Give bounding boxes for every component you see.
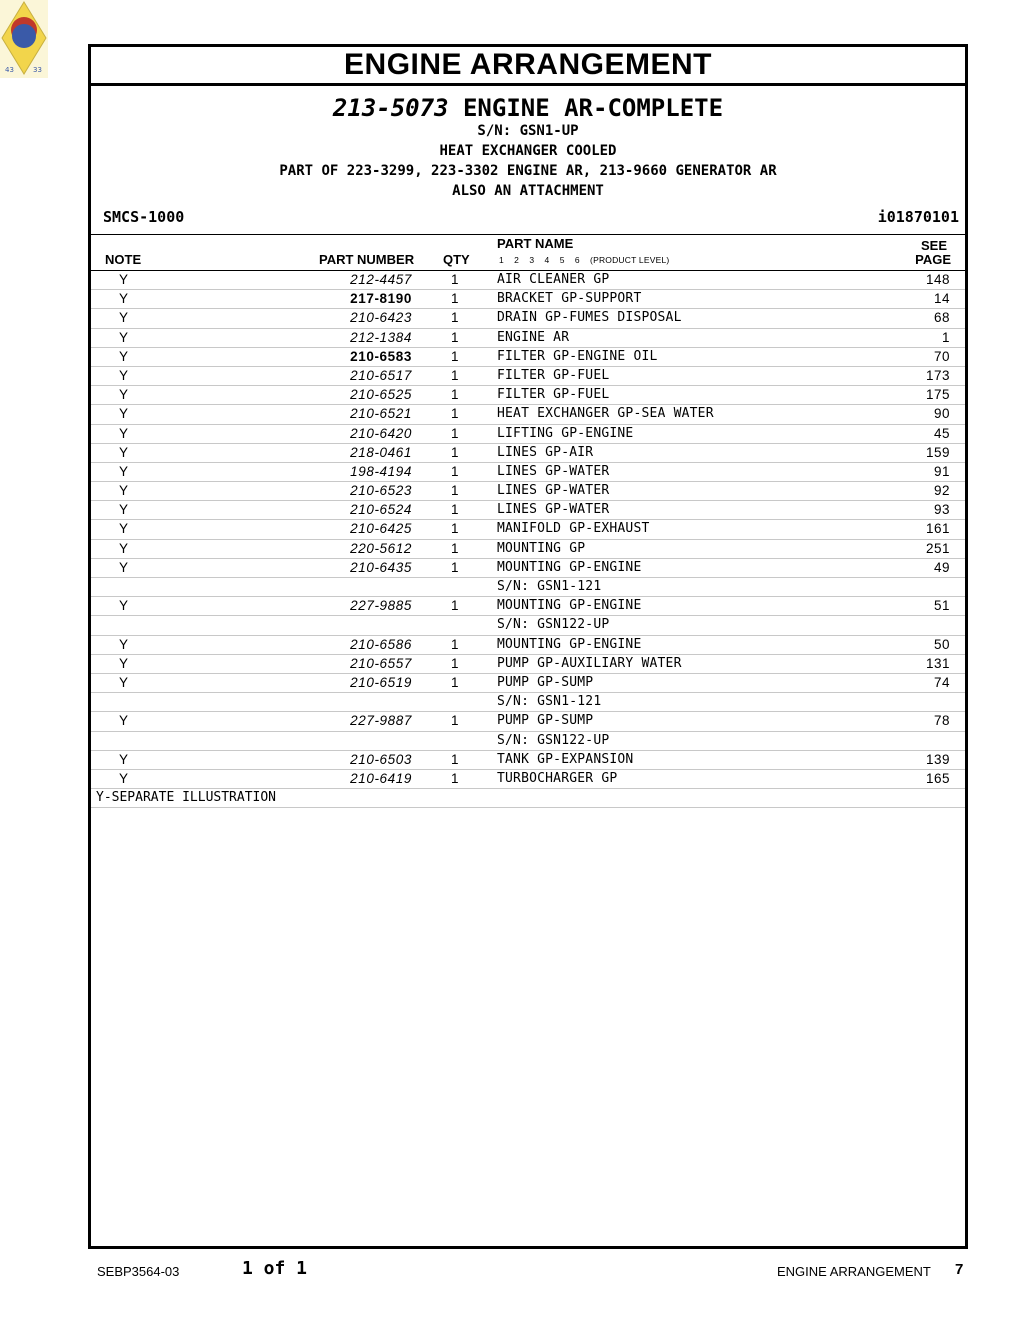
row-part-number: 210-6521 (350, 406, 412, 422)
parts-list (91, 271, 965, 789)
col-note: NOTE (105, 252, 142, 267)
assembly-part-number: 213-5073 (332, 94, 449, 122)
row-qty: 1 (451, 348, 459, 364)
table-row (91, 405, 965, 424)
row-note: Y (119, 444, 129, 460)
section-name: ENGINE ARRANGEMENT (777, 1264, 931, 1279)
row-part-name: HEAT EXCHANGER GP-SEA WATER (497, 406, 714, 422)
row-see-page: 45 (933, 425, 950, 441)
row-part-number: 210-6583 (350, 348, 412, 364)
table-row (91, 309, 965, 328)
row-note: Y (119, 770, 129, 786)
row-part-name: FILTER GP-ENGINE OIL (497, 348, 658, 364)
doc-id: SEBP3564-03 (97, 1264, 180, 1279)
header-line-3: PART OF 223-3299, 223-3302 ENGINE AR, 213-9660 GENERATOR AR (279, 163, 777, 179)
row-part-name: AIR CLEANER GP (497, 272, 610, 287)
row-see-page: 93 (933, 502, 950, 518)
footnote (91, 789, 965, 808)
row-see-page: 90 (933, 406, 950, 422)
row-qty: 1 (451, 291, 459, 307)
row-part-name: FILTER GP-FUEL (497, 387, 610, 403)
row-part-name: LINES GP-WATER (497, 463, 610, 479)
row-see-page: 51 (933, 598, 950, 614)
row-note: Y (119, 272, 129, 287)
row-part-name: PUMP GP-AUXILIARY WATER (497, 655, 682, 671)
table-row (91, 616, 965, 635)
row-see-page: 159 (925, 444, 950, 460)
row-part-number: 227-9887 (350, 713, 412, 729)
header-line-4: ALSO AN ATTACHMENT (452, 183, 604, 199)
row-part-name: S/N: GSN1-121 (497, 579, 602, 594)
table-row (91, 271, 965, 290)
table-row (91, 348, 965, 367)
row-part-name: MANIFOLD GP-EXHAUST (497, 521, 650, 537)
row-part-name: TANK GP-EXPANSION (497, 751, 634, 767)
row-see-page: 1 (941, 329, 950, 345)
row-note: Y (119, 463, 129, 479)
row-note: Y (119, 713, 129, 729)
row-qty: 1 (451, 406, 459, 422)
col-part-number: PART NUMBER (319, 252, 415, 267)
col-qty: QTY (443, 252, 470, 267)
row-see-page: 251 (925, 540, 950, 556)
row-qty: 1 (451, 655, 459, 671)
row-part-number: 212-1384 (350, 329, 412, 345)
table-row (91, 520, 965, 539)
table-row (91, 501, 965, 520)
row-part-name: MOUNTING GP-ENGINE (497, 598, 642, 614)
col-see: SEE (920, 238, 947, 253)
table-row (91, 367, 965, 386)
col-product-level: 1 2 3 4 5 6 (PRODUCT LEVEL) (499, 255, 670, 265)
row-see-page: 49 (933, 559, 950, 575)
table-row (91, 636, 965, 655)
row-part-name: LIFTING GP-ENGINE (497, 425, 634, 441)
row-part-number: 218-0461 (350, 444, 412, 460)
row-see-page: 175 (925, 387, 950, 403)
row-qty: 1 (451, 674, 459, 690)
row-qty: 1 (451, 598, 459, 614)
row-part-number: 210-6524 (350, 502, 412, 518)
row-qty: 1 (451, 329, 459, 345)
table-row (91, 444, 965, 463)
table-row (91, 655, 965, 674)
row-part-number: 210-6503 (350, 751, 412, 767)
row-part-number: 210-6425 (350, 521, 412, 537)
row-note: Y (119, 559, 129, 575)
logo-text-left: 43 (5, 66, 14, 74)
table-row (91, 463, 965, 482)
assembly-title (91, 94, 965, 122)
row-qty: 1 (451, 713, 459, 729)
row-see-page: 91 (933, 463, 950, 479)
logo-text-right: 33 (33, 66, 42, 74)
table-row (91, 578, 965, 597)
row-see-page: 14 (933, 291, 950, 307)
row-part-number: 210-6435 (350, 559, 412, 575)
row-qty: 1 (451, 367, 459, 383)
row-qty: 1 (451, 559, 459, 575)
row-part-name: PUMP GP-SUMP (497, 713, 594, 729)
row-qty: 1 (451, 521, 459, 537)
table-row (91, 674, 965, 693)
row-part-name: PUMP GP-SUMP (497, 674, 594, 690)
row-part-number: 220-5612 (350, 540, 412, 556)
row-part-name: LINES GP-WATER (497, 502, 610, 518)
row-part-number: 210-6419 (350, 770, 412, 786)
row-note: Y (119, 310, 129, 326)
row-qty: 1 (451, 387, 459, 403)
row-part-number: 212-4457 (350, 272, 412, 287)
header-line-2: HEAT EXCHANGER COOLED (439, 143, 617, 159)
row-see-page: 92 (933, 483, 950, 499)
row-part-name: MOUNTING GP-ENGINE (497, 559, 642, 575)
table-row (91, 425, 965, 444)
row-part-number: 210-6557 (350, 655, 412, 671)
row-note: Y (119, 636, 129, 652)
row-qty: 1 (451, 272, 459, 287)
row-part-number: 210-6420 (350, 425, 412, 441)
table-row (91, 540, 965, 559)
row-part-name: TURBOCHARGER GP (497, 770, 618, 786)
serial-range: S/N: GSN1-UP (477, 123, 579, 139)
row-note: Y (119, 540, 129, 556)
row-note: Y (119, 406, 129, 422)
row-qty: 1 (451, 636, 459, 652)
table-row (91, 597, 965, 616)
row-see-page: 70 (933, 348, 950, 364)
logo (0, 0, 48, 78)
document-frame (88, 44, 968, 1249)
row-part-name: BRACKET GP-SUPPORT (497, 291, 642, 307)
row-note: Y (119, 348, 129, 364)
row-note: Y (119, 329, 129, 345)
table-row (91, 751, 965, 770)
row-part-number: 227-9885 (350, 598, 412, 614)
row-part-number: 210-6525 (350, 387, 412, 403)
row-note: Y (119, 483, 129, 499)
assembly-part-name: ENGINE AR-COMPLETE (448, 94, 724, 122)
table-row (91, 770, 965, 789)
row-see-page: 148 (925, 272, 950, 287)
row-part-name: ENGINE AR (497, 329, 570, 345)
row-note: Y (119, 502, 129, 518)
row-note: Y (119, 387, 129, 403)
row-part-number: 217-8190 (350, 291, 412, 307)
row-part-name: S/N: GSN122-UP (497, 732, 610, 748)
footnote-text: Y-SEPARATE ILLUSTRATION (96, 790, 277, 806)
row-see-page: 74 (933, 674, 950, 690)
row-qty: 1 (451, 540, 459, 556)
row-part-name: MOUNTING GP (497, 540, 586, 556)
row-qty: 1 (451, 425, 459, 441)
row-qty: 1 (451, 751, 459, 767)
column-headers (91, 235, 965, 271)
row-see-page: 165 (925, 770, 950, 786)
row-part-number: 210-6517 (350, 367, 412, 383)
row-qty: 1 (451, 463, 459, 479)
row-part-name: MOUNTING GP-ENGINE (497, 636, 642, 652)
row-part-name: S/N: GSN122-UP (497, 617, 610, 633)
row-part-number: 210-6423 (350, 310, 412, 326)
table-row (91, 329, 965, 348)
row-part-name: FILTER GP-FUEL (497, 367, 610, 383)
row-note: Y (119, 674, 129, 690)
col-page: PAGE (915, 252, 951, 267)
smcs-code: SMCS-1000 (103, 208, 185, 226)
row-note: Y (119, 291, 129, 307)
row-see-page: 173 (925, 367, 950, 383)
table-row (91, 386, 965, 405)
row-see-page: 78 (933, 713, 950, 729)
table-row (91, 559, 965, 578)
row-part-number: 210-6586 (350, 636, 412, 652)
table-row (91, 732, 965, 751)
table-row (91, 693, 965, 712)
row-qty: 1 (451, 770, 459, 786)
table-row (91, 290, 965, 309)
page-title: ENGINE ARRANGEMENT (91, 47, 965, 86)
page-number: 7 (955, 1261, 964, 1278)
row-see-page: 139 (925, 751, 950, 767)
row-note: Y (119, 425, 129, 441)
row-qty: 1 (451, 502, 459, 518)
col-part-name: PART NAME (497, 236, 574, 251)
page-of: 1 of 1 (242, 1258, 308, 1279)
row-qty: 1 (451, 444, 459, 460)
row-qty: 1 (451, 310, 459, 326)
row-see-page: 50 (933, 636, 950, 652)
row-part-name: LINES GP-WATER (497, 483, 610, 499)
row-part-name: LINES GP-AIR (497, 444, 594, 460)
page-footer (0, 1258, 1020, 1288)
row-see-page: 161 (925, 521, 950, 537)
row-note: Y (119, 751, 129, 767)
row-part-number: 210-6523 (350, 483, 412, 499)
row-part-name: S/N: GSN1-121 (497, 694, 602, 710)
row-note: Y (119, 367, 129, 383)
row-part-name: DRAIN GP-FUMES DISPOSAL (497, 310, 682, 326)
row-see-page: 131 (925, 655, 950, 671)
row-part-number: 210-6519 (350, 674, 412, 690)
table-row (91, 712, 965, 731)
row-note: Y (119, 521, 129, 537)
illustration-id: i01870101 (877, 208, 959, 226)
header-block (91, 86, 965, 235)
row-qty: 1 (451, 483, 459, 499)
row-note: Y (119, 598, 129, 614)
row-note: Y (119, 655, 129, 671)
table-row (91, 482, 965, 501)
row-part-number: 198-4194 (350, 463, 412, 479)
row-see-page: 68 (933, 310, 950, 326)
